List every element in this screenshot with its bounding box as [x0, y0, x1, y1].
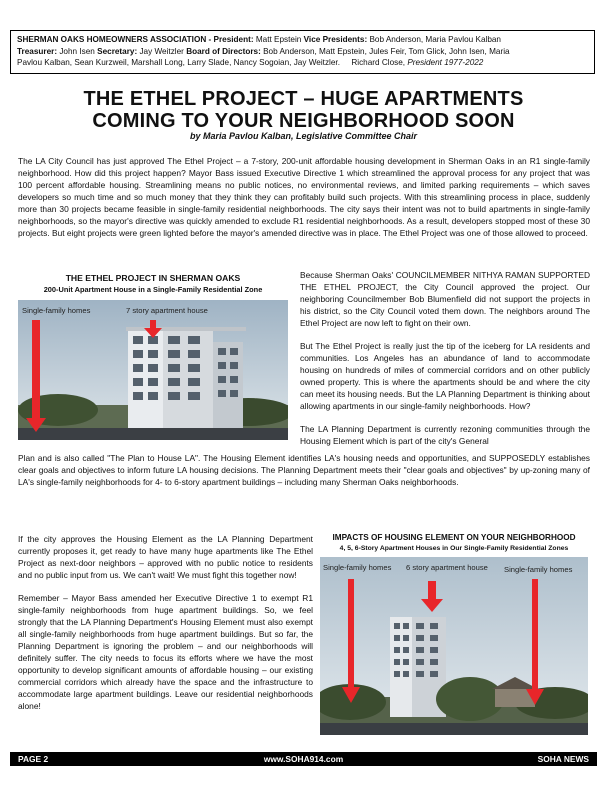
figure1-subtitle: 200-Unit Apartment House in a Single-Family Residential Zone: [43, 285, 263, 294]
secretary-name: Jay Weitzler: [137, 46, 187, 56]
left-column-lower: [18, 533, 313, 723]
figure2-label-center: 6 story apartment house: [406, 563, 488, 572]
title-line-2: COMING TO YOUR NEIGHBORHOOD SOON: [92, 110, 515, 132]
treasurer-name: John Isen: [57, 46, 98, 56]
housing-element-photo: [320, 557, 588, 735]
right-paragraph-1: Because Sherman Oaks' COUNCILMEMBER NITHYA RAMAN SUPPORTED THE ETHEL PROJECT, the City Council approved the project. Our neighboring Councilmember Bob Blumenfield did not support the projects in his district, so the City Council voted them down. The neighbors around The Ethel Project are now left to fight on their own.: [300, 270, 590, 328]
footer-url[interactable]: www.SOHA914.com: [263, 754, 344, 764]
arrow-right-shaft: [532, 579, 538, 691]
board-names-cont: Pavlou Kalban, Sean Kurzweil, Marshall Long, Larry Slade, Nancy Sogoian, Jay Weitzler.: [17, 58, 340, 67]
figure1-label-center: 7 story apartment house: [126, 306, 208, 315]
page-footer: [10, 752, 597, 766]
figure1-title: THE ETHEL PROJECT IN SHERMAN OAKS: [65, 273, 241, 283]
intro-paragraph: The LA City Council has just approved The Ethel Project – a 7-story, 200-unit affordable housing development in Sherman Oaks in an R1 single-family neighborhood. How did this project happen? Mayor Bass issued Executive Directive 1 which streamlined the approval process for any project that was 100 percent affordable housing. Streamlining means no public notices, no environmental reviews, and limited parking requirements – which saves developers so much time and so much money that they think they can profitably build such projects. With this streamlining process in place, suddenly more than 30 projects became feasible in single-family residential neighborhoods. The city says their intent was not to build apartments in single-family neighborhoods, so the mayor's directive was quickly amended to exclude R1 residential neighborhoods. As a result, developers stopped most of these 30 projects. But eight projects were green lighted before the mayor's amended directive was in place. The Ethel Project was one of those allowed to proceed.: [18, 156, 590, 238]
figure1-label-left: Single-family homes: [22, 306, 91, 315]
right-paragraph-3: The LA Planning Department is currently rezoning communities through the Housing Element which is part of the city's General: [300, 424, 590, 446]
masthead-box: [10, 30, 595, 74]
publication-name: SOHA NEWS: [537, 754, 589, 764]
president-name: Matt Epstein: [253, 35, 304, 44]
figure2-subtitle: 4, 5, 6-Story Apartment Houses in Our Single-Family Residential Zones: [339, 545, 569, 552]
masthead-line-2: [17, 46, 588, 58]
org-name: SHERMAN OAKS HOMEOWNERS ASSOCIATION - President:: [17, 35, 254, 44]
left-paragraph-1: If the city approves the Housing Element as the LA Planning Department currently proposes it, get ready to have many huge apartments like The Ethel Project as next-door neighbors – approved with no public notice to residents and no public input from us. We can't wait! We must fight this together now!: [18, 534, 313, 580]
vp-label: Vice Presidents:: [303, 35, 368, 44]
masthead-line-3: [17, 57, 588, 69]
masthead-line-1: [17, 34, 588, 46]
treasurer-label: Treasurer:: [17, 46, 58, 56]
arrow-center-shaft: [428, 581, 436, 601]
figure2-label-right: Single-family homes: [504, 565, 573, 574]
secretary-label: Secretary:: [97, 46, 138, 56]
housing-element-paragraph: Plan and is also called "The Plan to House LA". The Housing Element identifies LA's housing needs and opportunities, and SUPPOSEDLY establishes clear goals and objectives to inform future LA housing decisions. The Planning Department meets their "clear goals and objectives" by up-zoning many of LA's single-family neighborhoods for 4- to 6-story apartment buildings – including many Sherman Oaks neighborhoods.: [18, 453, 590, 487]
byline: by Maria Pavlou Kalban, Legislative Committee Chair: [189, 131, 418, 141]
founder-name: Richard Close,: [351, 58, 406, 67]
left-paragraph-2: Remember – Mayor Bass amended her Executive Directive 1 to exempt R1 single-family neighborhoods from huge apartment buildings. So, we feel strongly that the LA Planning Department's Housing Element must also exempt all single-family neighborhoods from huge apartment buildings. But so far, the Planning Department is ignoring the problem – and our neighborhoods will definitely suffer. The city needs to focus its efforts where we have the most opportunity to develop significant amounts of affordable housing – our existing commercial corridors which already have the space and the infrastructure to accommodate large apartment buildings. Leave our residential neighborhoods alone!: [18, 593, 313, 711]
ethel-project-photo: [18, 300, 288, 440]
vp-names: Bob Anderson, Maria Pavlou Kalban: [367, 35, 501, 44]
ethel-project-illustration: [18, 300, 288, 440]
housing-element-illustration: [320, 557, 588, 735]
right-column: [300, 269, 590, 447]
article-title: [0, 88, 607, 132]
founder-title: President 1977-2022: [405, 58, 484, 67]
title-line-1: THE ETHEL PROJECT – HUGE APARTMENTS: [83, 88, 524, 110]
arrow-shaft-left: [32, 320, 40, 420]
arrow-left-shaft: [348, 579, 354, 689]
right-paragraph-2: But The Ethel Project is really just the tip of the iceberg for LA residents and communities. Los Angeles has an abundance of land to accommodate housing on hundreds of miles of commercial corridors and on other publicly owned property. This is where the apartments should be and where the city can meet its housing needs. But the LA Planning Department is thinking about allowing apartments in our single-family neighborhoods. How?: [300, 341, 590, 411]
figure2-label-left: Single-family homes: [323, 563, 392, 572]
board-label: Board of Directors:: [186, 46, 261, 56]
page-number: PAGE 2: [18, 754, 49, 764]
figure2-title: IMPACTS OF HOUSING ELEMENT ON YOUR NEIGHBORHOOD: [332, 533, 576, 542]
board-names: Bob Anderson, Matt Epstein, Jules Feir, Tom Glick, John Isen, Maria: [260, 46, 510, 56]
